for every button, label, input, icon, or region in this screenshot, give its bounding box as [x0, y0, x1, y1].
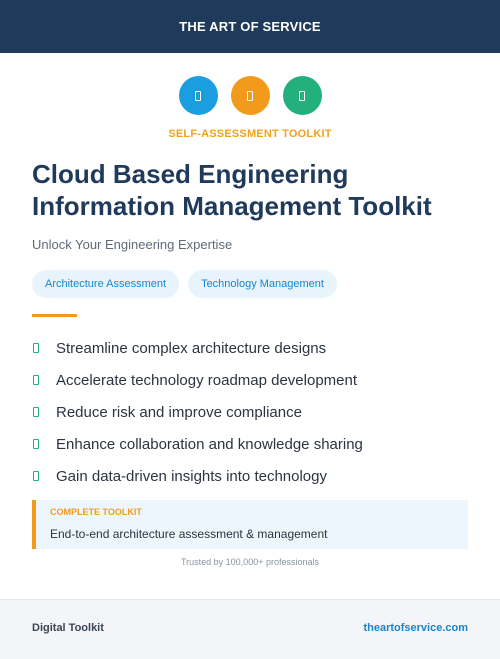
document-icon: [247, 91, 253, 101]
footer-bar: [0, 599, 500, 659]
list-item-text: Streamline complex architecture designs: [56, 339, 327, 357]
list-item: [32, 460, 363, 492]
check-icon: [33, 343, 39, 353]
trust-statement: Trusted by 100,000+ professionals: [180, 557, 319, 567]
benefit-list: [32, 332, 363, 492]
list-item-text: Accelerate technology roadmap development: [56, 371, 358, 389]
check-icon: [33, 375, 39, 385]
callout-box: [32, 500, 468, 549]
badge-green: [283, 76, 322, 115]
list-item-text: Enhance collaboration and knowledge sharing: [56, 435, 363, 453]
header-bar: [0, 0, 500, 53]
list-item: [32, 428, 363, 460]
list-item: [32, 364, 363, 396]
callout-label: COMPLETE TOOLKIT: [50, 507, 142, 517]
badge-row: [0, 76, 500, 115]
list-item-text: Gain data-driven insights into technology: [56, 467, 327, 485]
badge-blue: [179, 76, 218, 115]
check-icon: [33, 407, 39, 417]
tag-technology-management: Technology Management: [188, 270, 337, 298]
tag-list: [32, 270, 337, 298]
brand-name: THE ART OF SERVICE: [179, 19, 321, 34]
list-item: [32, 332, 363, 364]
footer-label: Digital Toolkit: [32, 622, 104, 634]
tag-architecture-assessment: Architecture Assessment: [32, 270, 179, 298]
accent-divider: [32, 314, 77, 317]
document-icon: [299, 91, 305, 101]
badge-orange: [231, 76, 270, 115]
list-item: [32, 396, 363, 428]
callout-text: End-to-end architecture assessment & management: [50, 527, 328, 541]
page-title: Cloud Based Engineering Information Management Toolkit: [32, 159, 432, 221]
document-icon: [195, 91, 201, 101]
check-icon: [33, 439, 39, 449]
list-item-text: Reduce risk and improve compliance: [56, 403, 302, 421]
check-icon: [33, 471, 39, 481]
eyebrow-label: SELF-ASSESSMENT TOOLKIT: [168, 128, 332, 140]
footer-website-link[interactable]: theartofservice.com: [363, 622, 468, 634]
subtitle: Unlock Your Engineering Expertise: [32, 237, 233, 252]
